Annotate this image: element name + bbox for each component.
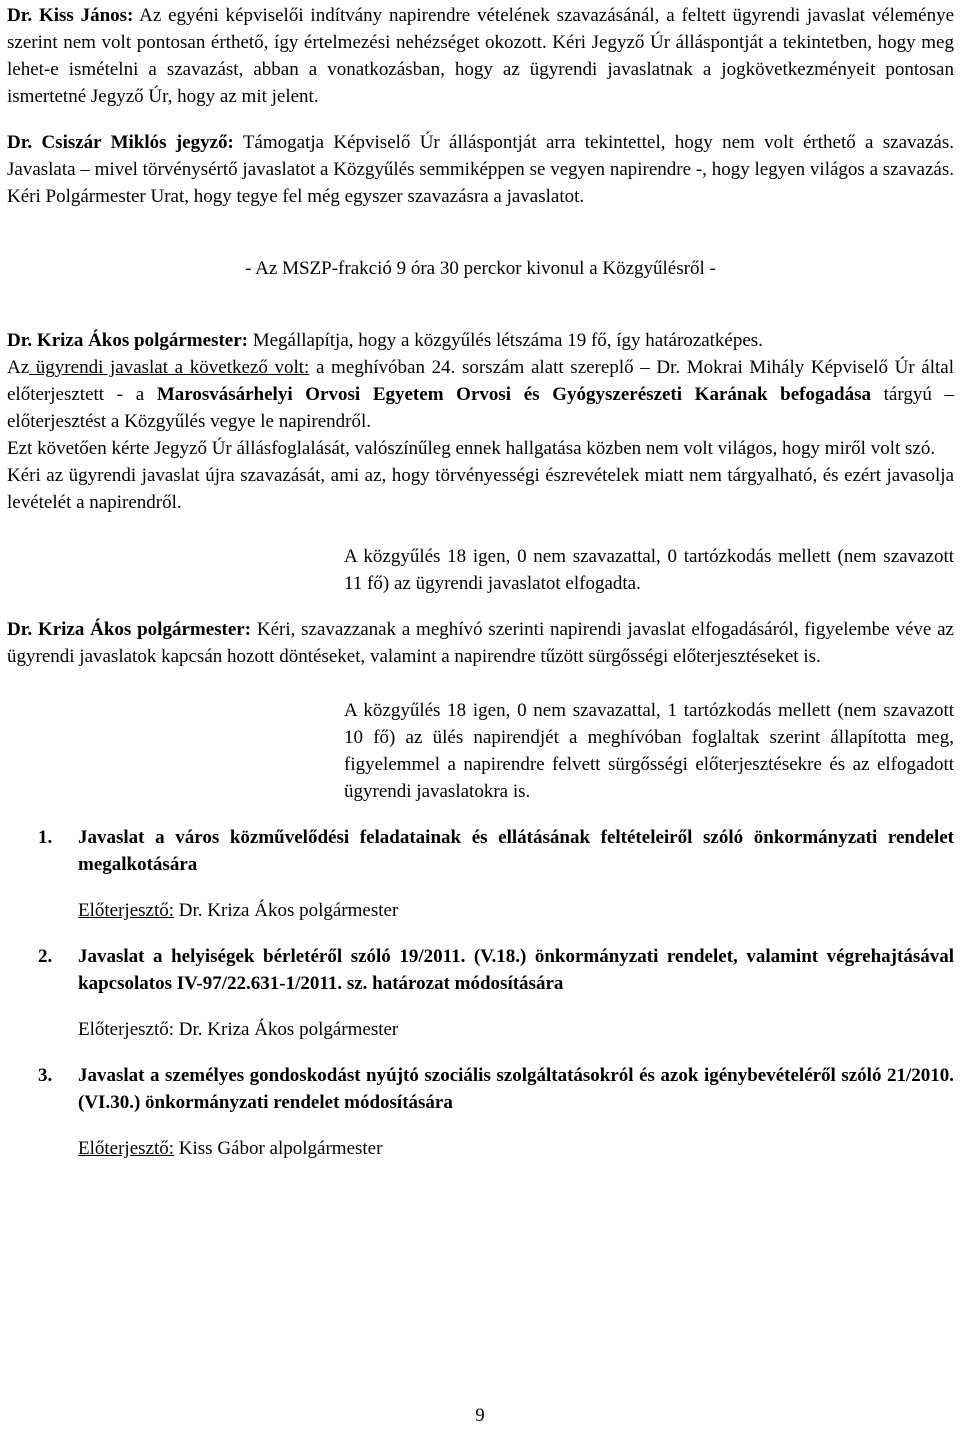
agenda-item-presenter: Előterjesztő: Dr. Kriza Ákos polgármester — [78, 1019, 399, 1040]
paragraph-kriza-akos-2 — [7, 616, 954, 670]
paragraph-kiss-janos — [7, 2, 954, 110]
agenda-item — [38, 1062, 954, 1116]
presenter-label: Előterjesztő: — [78, 900, 175, 921]
vote-result-2: A közgyűlés 18 igen, 0 nem szavazattal, 1 tartózkodás mellett (nem szavazott 10 fő) az ülés napirendjét a meghívóban foglaltak szerint állapította meg, figyelemmel a napirendre felvett sürgősségi előterjesztésekre és az elfogadott ügyrendi javaslatokra is. — [344, 700, 954, 802]
paragraph-text: Támogatja Képviselő Úr álláspontját arra tekintettel, hogy nem volt érthető a szavazás. Javaslata – mivel törvénysértő javaslatot a Közgyűlés semmiképpen se vegyen napirendre -, hogy legyen világos a szavazás. Kéri Polgármester Urat, hogy tegye fel még egyszer szavazásra a javaslatot. — [7, 132, 954, 207]
paragraph-text: Az egyéni képviselői indítvány napirendre vételének szavazásánál, a feltett ügyrendi javaslat véleménye szerint nem volt pontosan érthető, így értelmezési nehézséget okozott. Kéri Jegyző Úr álláspontját a tekintetben, hogy meg lehet-e ismételni a szavazást, abban a vonatkozásban, hogy az ügyrendi javaslatnak a jogkövetkezményeit pontosan ismertetné Jegyző Úr, hogy az mit jelent. — [7, 5, 955, 107]
presenter-label: Előterjesztő: — [78, 1138, 175, 1159]
agenda-item-presenter — [78, 1135, 954, 1162]
paragraph-csiszar-miklos — [7, 129, 954, 210]
paragraph-text: Kéri az ügyrendi javaslat újra szavazását, ami az, hogy törvényességi észrevételek miatt nem tárgyalható, és ezért javasolja levételét a napirendről. — [7, 465, 954, 513]
paragraph-text: Megállapítja, hogy a közgyűlés létszáma 19 fő, így határozatképes. — [247, 330, 763, 351]
agenda-item — [38, 824, 954, 878]
agenda-item-title: Javaslat a város közművelődési feladatainak és ellátásának feltételeiről szóló önkormányzati rendelet megalkotására — [78, 827, 954, 875]
page-number: 9 — [475, 1405, 485, 1426]
document-page — [7, 2, 954, 1162]
agenda-item-number: 2. — [38, 946, 53, 967]
underlined-text: ügyrendi javaslat a következő volt: — [29, 357, 310, 378]
speaker-name: Dr. Csiszár Miklós jegyző: — [7, 132, 234, 153]
speaker-name: Dr. Kiss János: — [7, 5, 134, 26]
paragraph-text: Ezt követően kérte Jegyző Úr állásfoglalását, valószínűleg ennek hallgatása közben nem volt világos, hogy miről volt szó. — [7, 438, 936, 459]
bold-subject: Marosvásárhelyi Orvosi Egyetem Orvosi és Gyógyszerészeti Karának befogadása — [156, 384, 871, 405]
procedural-note: - Az MSZP-frakció 9 óra 30 perckor kivonul a Közgyűlésről - — [245, 258, 716, 279]
agenda-item-title: Javaslat a személyes gondoskodást nyújtó szociális szolgáltatásokról és azok igénybevételéről szóló 21/2010.(VI.30.) önkormányzati rendelet módosítására — [78, 1065, 954, 1113]
paragraph-text: tárgyú – előterjesztést a Közgyűlés vegye le napirendről. — [7, 384, 954, 432]
paragraph-kriza-akos-1 — [7, 327, 954, 516]
vote-result-1: A közgyűlés 18 igen, 0 nem szavazattal, 0 tartózkodás mellett (nem szavazott 11 fő) az ügyrendi javaslatot elfogadta. — [344, 546, 954, 594]
paragraph-text: Kéri, szavazzanak a meghívó szerinti napirendi javaslat elfogadásáról, figyelembe véve az ügyrendi javaslatok kapcsán hozott döntéseket, valamint a napirendre tűzött sürgősségi előterjesztéseket is. — [7, 619, 954, 667]
paragraph-text: a meghívóban 24. sorszám alatt szereplő – Dr. Mokrai Mihály Képviselő Úr által előterjesztett - a — [7, 357, 954, 405]
agenda-item-number: 3. — [38, 1065, 53, 1086]
speaker-name: Dr. Kriza Ákos polgármester: — [7, 619, 252, 640]
agenda-item-number: 1. — [38, 827, 53, 848]
presenter-name: Kiss Gábor alpolgármester — [174, 1138, 383, 1159]
presenter-name: Dr. Kriza Ákos polgármester — [174, 900, 399, 921]
agenda-item — [38, 943, 954, 997]
paragraph-text: Az — [7, 357, 30, 378]
agenda-item-title: Javaslat a helyiségek bérletéről szóló 19/2011. (V.18.) önkormányzati rendelet, valamint végrehajtásával kapcsolatos IV-97/22.631-1/2011. sz. határozat módosítására — [78, 946, 954, 994]
agenda-item-presenter — [78, 897, 954, 924]
agenda-list — [38, 824, 954, 1162]
speaker-name: Dr. Kriza Ákos polgármester: — [7, 330, 248, 351]
